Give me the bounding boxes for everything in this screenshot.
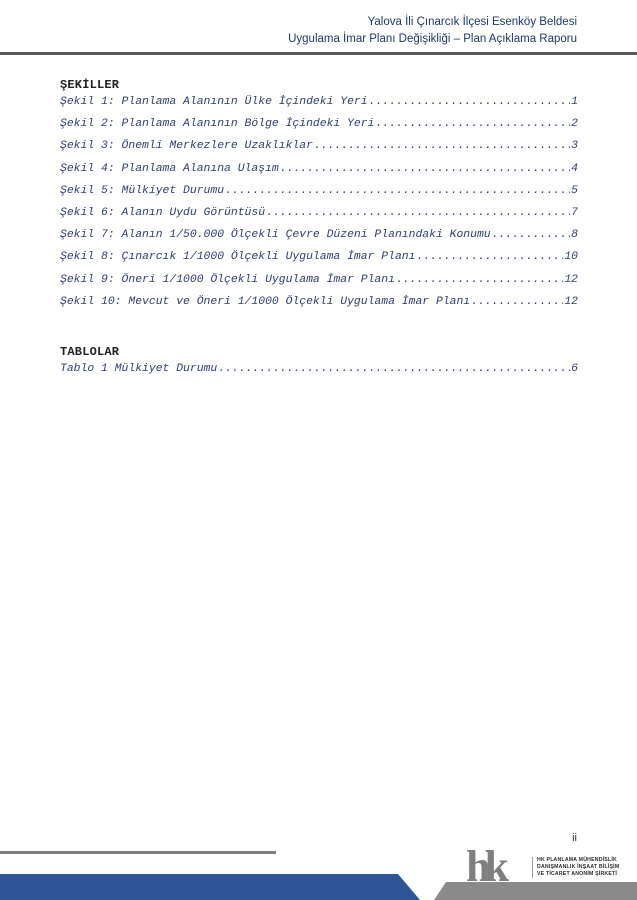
toc-entry-page: 4 <box>571 162 578 175</box>
toc-entry-label: Şekil 1: Planlama Alanının Ülke İçindeki Yeri <box>60 96 368 108</box>
footer-gray-band <box>434 882 637 900</box>
figures-list <box>60 96 578 318</box>
company-name-line: HK PLANLAMA MÜHENDİSLİK <box>537 857 617 863</box>
toc-entry-label: Şekil 5: Mülkiyet Durumu <box>60 184 225 197</box>
logo-text: hk <box>466 845 503 885</box>
toc-entry[interactable] <box>60 185 578 207</box>
toc-entry-label: Şekil 3: Önemli Merkezlere Uzaklıklar <box>60 140 313 153</box>
dot-leader <box>396 274 563 286</box>
toc-entry-page: 10 <box>564 251 578 264</box>
toc-entry-page: 8 <box>571 229 578 242</box>
dot-leader <box>471 296 563 308</box>
toc-entry[interactable] <box>60 296 578 318</box>
dot-leader <box>369 96 571 108</box>
toc-entry-page: 12 <box>564 295 578 308</box>
toc-entry[interactable] <box>60 140 578 162</box>
toc-entry-label: Şekil 4: Planlama Alanına Ulaşım <box>60 162 279 175</box>
running-header <box>288 14 577 48</box>
dot-leader <box>314 140 570 152</box>
toc-entry-page: 12 <box>564 273 578 286</box>
toc-entry-page: 7 <box>571 206 578 219</box>
toc-entry-label: Şekil 6: Alanın Uydu Görüntüsü <box>60 206 266 219</box>
toc-entry-label: Şekil 8: Çınarcık 1/1000 Ölçekli Uygulama İmar Planı <box>60 251 416 264</box>
figures-heading: ŞEKİLLER <box>60 78 120 92</box>
dot-leader <box>492 229 571 241</box>
toc-entry[interactable] <box>60 163 578 185</box>
page-number: ii <box>572 832 577 844</box>
company-name-line: DANIŞMANLIK İNŞAAT BİLİŞİM <box>537 864 620 870</box>
dot-leader <box>375 118 570 130</box>
toc-entry[interactable] <box>60 207 578 229</box>
toc-entry-page: 5 <box>571 184 578 197</box>
company-logo <box>466 845 526 885</box>
dot-leader <box>225 185 570 197</box>
toc-entry-label: Şekil 7: Alanın 1/50.000 Ölçekli Çevre Düzeni Planındaki Konumu <box>60 229 491 242</box>
toc-entry-page: 6 <box>571 363 578 375</box>
toc-entry[interactable] <box>60 363 578 385</box>
toc-entry[interactable] <box>60 251 578 273</box>
header-line-1: Yalova İli Çınarcık İlçesi Esenköy Beldesi <box>367 16 577 28</box>
dot-leader <box>280 163 570 175</box>
company-name-line: VE TİCARET ANONİM ŞİRKETİ <box>537 871 618 877</box>
footer-divider <box>0 851 276 854</box>
toc-entry-label: Tablo 1 Mülkiyet Durumu <box>60 363 218 375</box>
tables-heading: TABLOLAR <box>60 345 120 359</box>
dot-leader <box>266 207 570 219</box>
tables-list <box>60 363 578 385</box>
toc-entry-label: Şekil 2: Planlama Alanının Bölge İçindeki Yeri <box>60 118 375 131</box>
toc-entry-label: Şekil 9: Öneri 1/1000 Ölçekli Uygulama İmar Planı <box>60 273 395 286</box>
dot-leader <box>416 251 563 263</box>
toc-entry-page: 3 <box>571 140 578 153</box>
footer-blue-band <box>0 874 420 900</box>
toc-entry[interactable] <box>60 229 578 251</box>
toc-entry-page: 2 <box>571 118 578 131</box>
toc-entry[interactable] <box>60 274 578 296</box>
dot-leader <box>218 363 570 375</box>
header-line-2: Uygulama İmar Planı Değişikliği – Plan Açıklama Raporu <box>288 33 577 45</box>
toc-entry-label: Şekil 10: Mevcut ve Öneri 1/1000 Ölçekli Uygulama İmar Planı <box>60 295 471 308</box>
toc-entry-page: 1 <box>571 96 578 108</box>
company-name <box>532 857 637 878</box>
toc-entry[interactable] <box>60 96 578 118</box>
header-divider <box>0 52 637 55</box>
toc-entry[interactable] <box>60 118 578 140</box>
